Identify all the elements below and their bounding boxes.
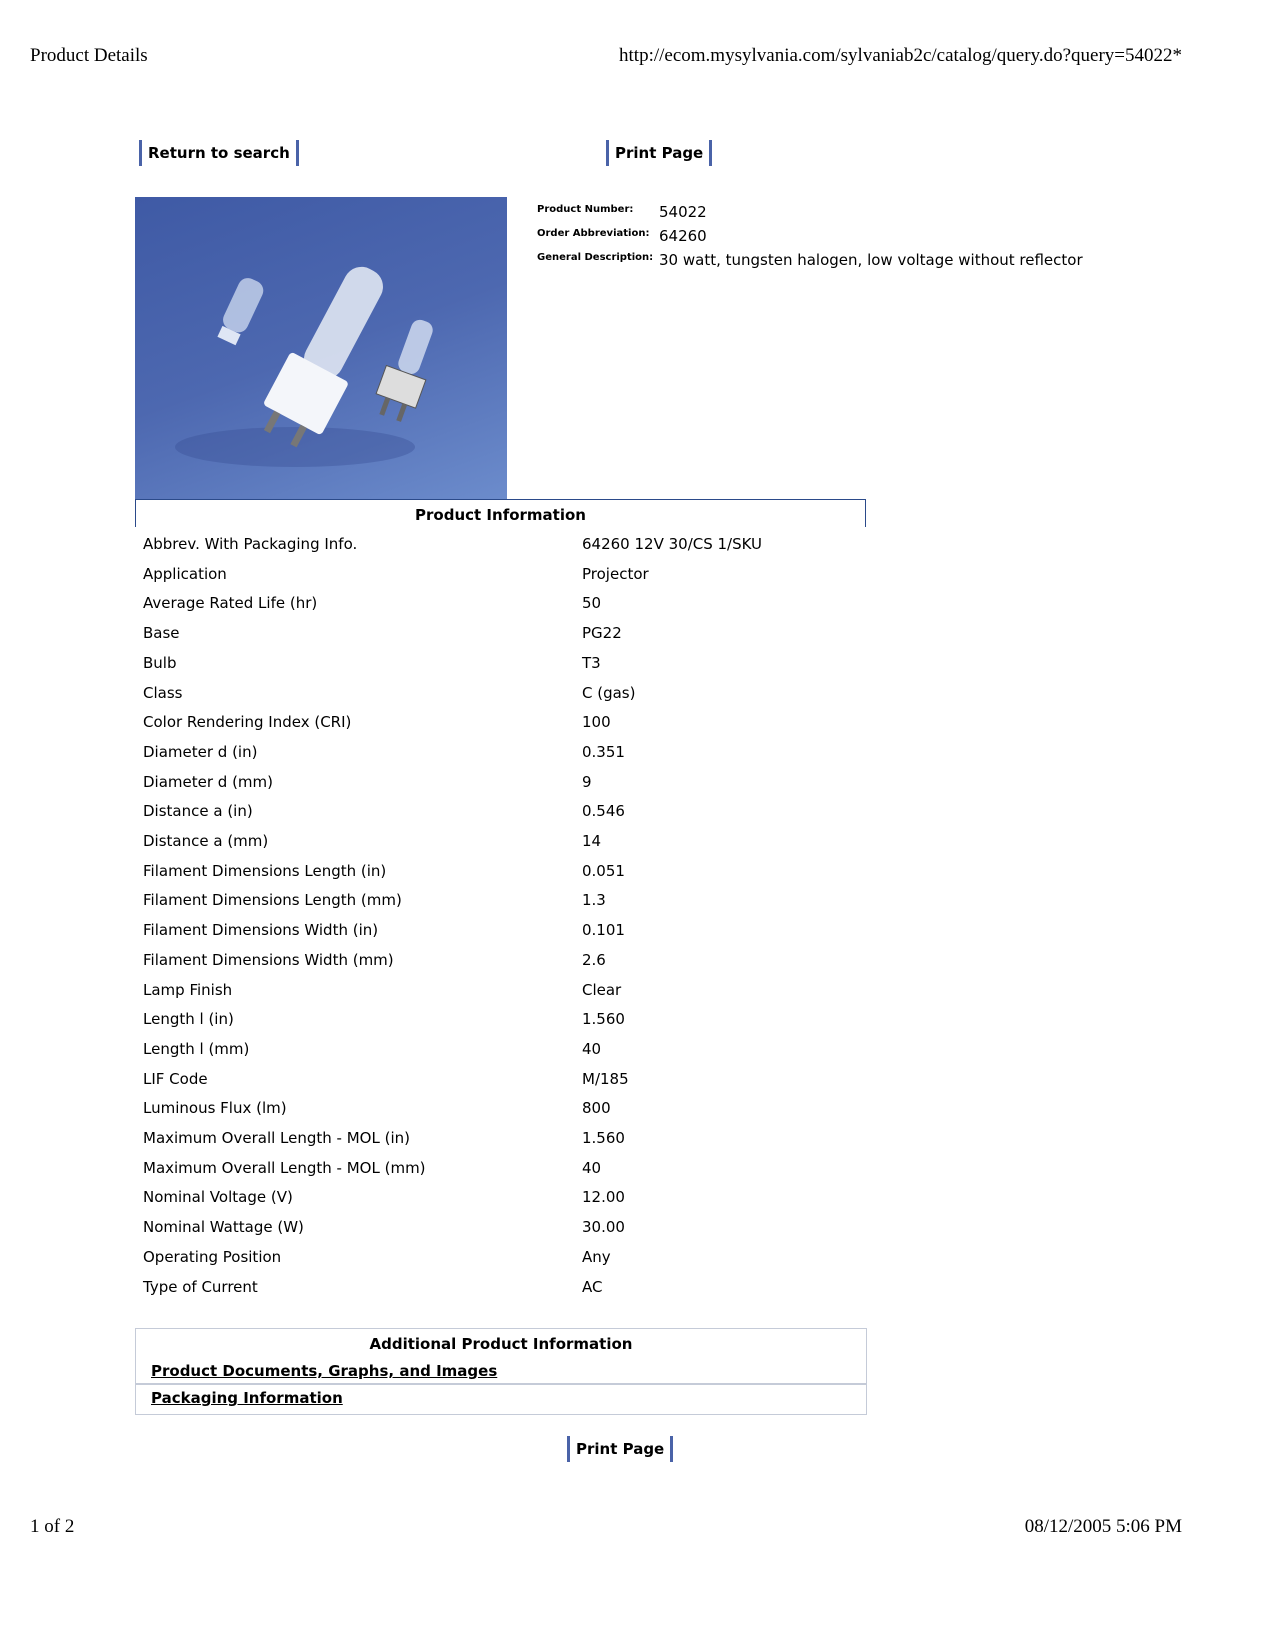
- table-row: [143, 1188, 625, 1208]
- row-value: 14: [582, 832, 602, 850]
- row-value: 800: [582, 1099, 611, 1118]
- table-row: [143, 653, 601, 674]
- row-label: Nominal Voltage (V): [143, 1188, 293, 1207]
- row-label: Operating Position: [143, 1247, 282, 1266]
- row-value: 0.546: [582, 802, 625, 821]
- row-value: AC: [582, 1277, 603, 1296]
- order-abbreviation-value: 64260: [659, 227, 707, 245]
- row-label: Luminous Flux (lm): [143, 1099, 287, 1118]
- table-row: [143, 1129, 625, 1149]
- row-value: 1.560: [582, 1010, 625, 1029]
- row-value: 64260 12V 30/CS 1/SKU: [582, 535, 763, 553]
- row-label: Distance a (mm): [143, 832, 269, 850]
- additional-info-heading: Additional Product Information: [369, 1335, 633, 1353]
- row-value: 1.560: [582, 1129, 625, 1147]
- row-value: 9: [582, 772, 592, 791]
- print-datetime: 08/12/2005 5:06 PM: [1024, 1516, 1182, 1537]
- print-page-button-top[interactable]: Print Page: [606, 140, 712, 166]
- additional-product-information: [135, 1328, 867, 1415]
- product-image: [135, 197, 507, 500]
- product-number-value: 54022: [659, 203, 707, 221]
- product-documents-link[interactable]: Product Documents, Graphs, and Images: [151, 1362, 498, 1380]
- table-row: [143, 891, 606, 911]
- product-information-heading: Product Information: [135, 499, 866, 527]
- row-label: Length l (in): [143, 1010, 234, 1029]
- order-abbreviation-label: Order Abbreviation:: [537, 228, 650, 239]
- print-page-button-bottom[interactable]: Print Page: [567, 1436, 673, 1462]
- table-row: [143, 772, 592, 793]
- page-header-url: http://ecom.mysylvania.com/sylvaniab2c/catalog/query.do?query=54022*: [619, 45, 1182, 66]
- row-value: 2.6: [582, 950, 606, 969]
- row-label: Filament Dimensions Width (mm): [143, 950, 394, 969]
- row-label: Filament Dimensions Length (in): [143, 861, 387, 880]
- row-value: Projector: [582, 564, 649, 583]
- table-row: [143, 1277, 603, 1298]
- table-row: [143, 1158, 602, 1179]
- table-row: [143, 713, 611, 733]
- row-label: Application: [143, 564, 227, 583]
- row-label: Filament Dimensions Length (mm): [143, 891, 402, 910]
- row-value: T3: [582, 653, 601, 672]
- table-row: [143, 564, 649, 585]
- table-row: [143, 1099, 611, 1119]
- row-label: LIF Code: [143, 1069, 208, 1088]
- table-row: [143, 1247, 611, 1268]
- table-row: [143, 802, 625, 822]
- row-label: Bulb: [143, 653, 177, 672]
- row-label: Base: [143, 624, 180, 643]
- row-value: 0.051: [582, 861, 625, 880]
- row-label: Maximum Overall Length - MOL (mm): [143, 1158, 426, 1177]
- row-value: PG22: [582, 624, 622, 643]
- return-to-search-button[interactable]: Return to search: [139, 140, 299, 166]
- packaging-information-link[interactable]: Packaging Information: [151, 1389, 343, 1407]
- row-value: 40: [582, 1039, 602, 1058]
- table-row: [143, 742, 625, 763]
- table-row: [143, 683, 636, 704]
- row-label: Lamp Finish: [143, 980, 233, 999]
- row-value: 0.101: [582, 921, 625, 940]
- row-value: 100: [582, 713, 611, 732]
- row-value: C (gas): [582, 683, 636, 702]
- row-value: 30.00: [582, 1218, 625, 1237]
- row-value: Any: [582, 1247, 611, 1266]
- row-value: 0.351: [582, 742, 625, 761]
- row-value: 12.00: [582, 1188, 625, 1207]
- table-row: [143, 594, 602, 614]
- row-label: Diameter d (mm): [143, 772, 274, 791]
- row-value: M/185: [582, 1069, 629, 1088]
- table-row: [143, 1010, 625, 1030]
- general-description-label: General Description:: [537, 252, 654, 263]
- row-label: Filament Dimensions Width (in): [143, 921, 379, 940]
- divider: [136, 1383, 866, 1385]
- row-label: Distance a (in): [143, 802, 253, 821]
- product-number-label: Product Number:: [537, 204, 634, 215]
- row-label: Maximum Overall Length - MOL (in): [143, 1129, 410, 1147]
- row-value: 40: [582, 1158, 602, 1177]
- table-row: [143, 921, 625, 941]
- row-label: Type of Current: [143, 1277, 258, 1296]
- table-row: [143, 1039, 602, 1060]
- table-row: [143, 535, 763, 555]
- table-row: [143, 980, 622, 1001]
- table-row: [143, 1218, 625, 1238]
- row-value: Clear: [582, 980, 622, 999]
- table-row: [143, 950, 606, 971]
- lamp-illustration: [135, 197, 507, 500]
- row-label: Abbrev. With Packaging Info.: [143, 535, 358, 553]
- table-row: [143, 861, 625, 882]
- row-label: Class: [143, 683, 183, 702]
- general-description-value: 30 watt, tungsten halogen, low voltage without reflector: [659, 251, 1083, 269]
- row-value: 1.3: [582, 891, 606, 910]
- row-label: Color Rendering Index (CRI): [143, 713, 352, 732]
- row-label: Length l (mm): [143, 1039, 250, 1058]
- row-value: 50: [582, 594, 602, 613]
- table-row: [143, 1069, 629, 1090]
- row-label: Nominal Wattage (W): [143, 1218, 304, 1237]
- page-count: 1 of 2: [30, 1516, 75, 1537]
- table-row: [143, 624, 622, 644]
- row-label: Average Rated Life (hr): [143, 594, 318, 613]
- table-row: [143, 832, 602, 852]
- page-header-title: Product Details: [30, 45, 148, 66]
- row-label: Diameter d (in): [143, 742, 258, 761]
